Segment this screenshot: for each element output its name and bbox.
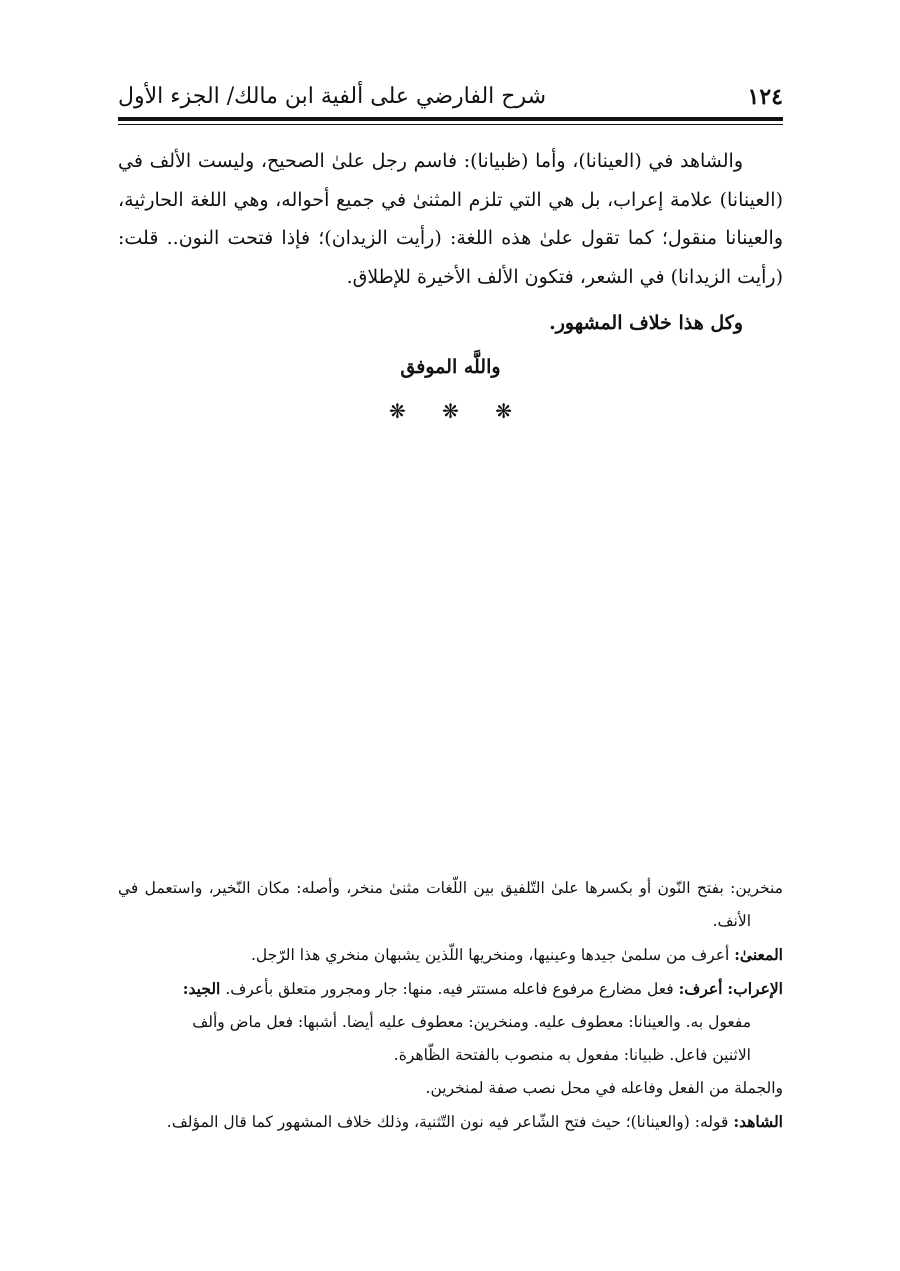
section-separator bbox=[118, 396, 783, 426]
footnote-jumla: والجملة من الفعل وفاعله في محل نصب صفة لمنخرين. bbox=[425, 1079, 783, 1097]
footnote-irab-line2: مفعول به. والعينانا: معطوف عليه. ومنخرين: معطوف عليه أيضا. أشبها: فعل ماض وألف bbox=[192, 1013, 751, 1031]
irab-jid-label: الجيد: bbox=[182, 979, 221, 998]
main-paragraph: والشاهد في (العينانا)، وأما (ظبيانا): فاسم رجل علىٰ الصحيح، وليست الألف في (العينانا) علامة إعراب، بل هي التي تلزم المثنىٰ في جميع أحواله، وهي اللغة الحارثية، والعينانا منقول؛ كما تقول علىٰ هذه اللغة: (رأيت الزيدان)؛ فإذا فتحت النون.. قلت: (رأيت الزيدانا) في الشعر، فتكون الألف الأخيرة للإطلاق. bbox=[118, 150, 783, 288]
allah-line: واللَّه الموفق bbox=[400, 356, 501, 378]
main-text bbox=[118, 142, 783, 296]
shahid-label: الشاهد: bbox=[733, 1112, 783, 1131]
page-header bbox=[118, 82, 783, 112]
footnote-manakhirin: منخرين: بفتح النّون أو بكسرها علىٰ التّلفيق بين اللّغات مثنىٰ منخر، وأصله: مكان النّخير، واستعمل في الأنف. bbox=[118, 879, 783, 930]
footnote-meaning bbox=[118, 938, 783, 972]
footnotes bbox=[118, 872, 783, 1139]
asterisk-icon: ❋ bbox=[495, 399, 512, 423]
irab-a3rif-label: أعرف: bbox=[678, 979, 723, 998]
irab-label: الإعراب: bbox=[727, 979, 783, 998]
footnote-shahid bbox=[118, 1105, 783, 1139]
footnote-irab bbox=[118, 972, 783, 1006]
footnote-irab-line3: الاثنين فاعل. ظبيانا: مفعول به منصوب بالفتحة الظّاهرة. bbox=[393, 1046, 751, 1064]
meaning-label: المعنىٰ: bbox=[734, 945, 783, 964]
shahid-text: قوله: (والعينانا)؛ حيث فتح الشّاعر فيه نون التّثنية، وذلك خلاف المشهور كما قال المؤلف. bbox=[166, 1113, 729, 1131]
meaning-text: أعرف من سلمىٰ جيدها وعينيها، ومنخريها اللّذين يشبهان منخري هذا الرّجل. bbox=[250, 946, 730, 964]
asterisk-icon: ❋ bbox=[442, 399, 459, 423]
header-rule-thin bbox=[118, 124, 783, 125]
irab-a3rif-text: فعل مضارع مرفوع فاعله مستتر فيه. منها: جار ومجرور متعلق بأعرف. bbox=[225, 980, 674, 998]
running-title: شرح الفارضي على ألفية ابن مالك/ الجزء الأول bbox=[118, 84, 547, 109]
page-number: ١٢٤ bbox=[747, 84, 783, 110]
header-rule-thick bbox=[118, 117, 783, 121]
asterisk-icon: ❋ bbox=[388, 399, 406, 423]
closing-line: وكل هذا خلاف المشهور. bbox=[549, 312, 743, 334]
